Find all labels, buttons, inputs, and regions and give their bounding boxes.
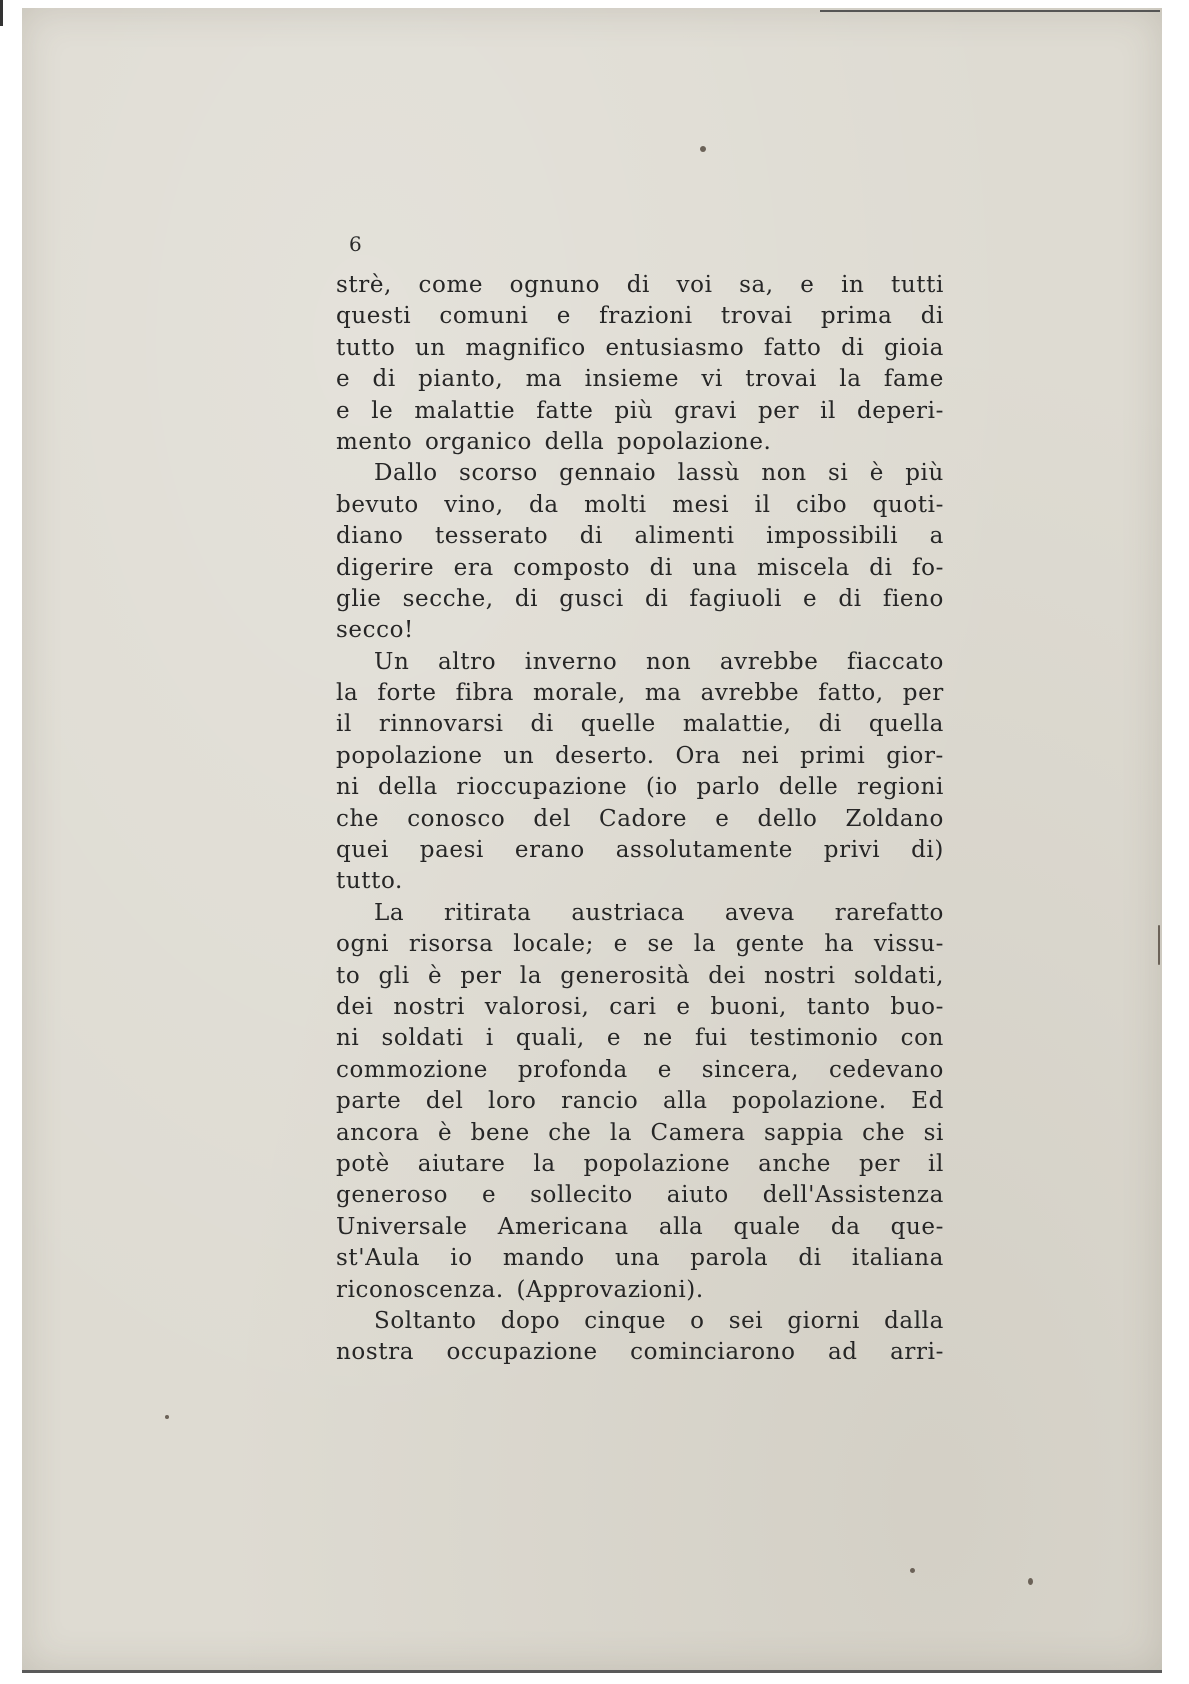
page-bottom-edge [22, 1670, 1162, 1673]
text-line: potè aiutare la popolazione anche per il [336, 1150, 944, 1177]
text-line: ni della rioccupazione (io parlo delle regioni [336, 774, 944, 801]
text-line: dei nostri valorosi, cari e buoni, tanto buo- [336, 993, 944, 1020]
paper-speck [910, 1568, 915, 1573]
text-line: quei paesi erano assolutamente privi di) [336, 837, 944, 864]
scan-edge-mark [0, 0, 3, 26]
text-line: ni soldati i quali, e ne fui testimonio con [336, 1025, 944, 1052]
text-line: nostra occupazione cominciarono ad arri- [336, 1339, 944, 1366]
text-line: st'Aula io mando una parola di italiana [336, 1245, 944, 1272]
text-line: e le malattie fatte più gravi per il deperi- [336, 397, 944, 424]
text-line: Un altro inverno non avrebbe fiaccato [374, 648, 944, 675]
text-line: riconoscenza. (Approvazioni). [336, 1276, 704, 1303]
text-line: strè, come ognuno di voi sa, e in tutti [336, 272, 944, 298]
paper-speck [165, 1415, 169, 1419]
text-line: la forte fibra morale, ma avrebbe fatto, per [336, 680, 944, 707]
text-line: Soltanto dopo cinque o sei giorni dalla [374, 1307, 944, 1334]
text-line: mento organico della popolazione. [336, 428, 772, 455]
paper-speck [700, 146, 706, 152]
text-line: diano tesserato di alimenti impossibili a [336, 523, 944, 550]
text-line: questi comuni e frazioni trovai prima di [336, 303, 944, 330]
text-line: ogni risorsa locale; e se la gente ha vissu- [336, 931, 944, 958]
paper-speck [1028, 1578, 1033, 1585]
text-line: ancora è bene che la Camera sappia che si [336, 1119, 944, 1146]
text-line: Universale Americana alla quale da que- [336, 1213, 944, 1240]
text-line: bevuto vino, da molti mesi il cibo quoti- [336, 491, 944, 518]
text-line: commozione profonda e sincera, cedevano [336, 1056, 944, 1083]
page-number: 6 [349, 232, 362, 256]
paper-speck [1158, 925, 1160, 965]
text-line: il rinnovarsi di quelle malattie, di quella [336, 711, 944, 738]
text-line: La ritirata austriaca aveva rarefatto [374, 899, 944, 926]
text-line: tutto un magnifico entusiasmo fatto di gioia [336, 334, 944, 361]
text-line: digerire era composto di una miscela di fo- [336, 554, 944, 581]
text-line: to gli è per la generosità dei nostri soldati, [336, 962, 944, 989]
page-top-edge [820, 10, 1160, 12]
text-line: parte del loro rancio alla popolazione. Ed [336, 1088, 944, 1115]
text-line: secco! [336, 617, 414, 644]
text-line: e di pianto, ma insieme vi trovai la fame [336, 366, 944, 393]
text-line: che conosco del Cadore e dello Zoldano [336, 805, 944, 832]
body-text [336, 270, 944, 1369]
text-line: glie secche, di gusci di fagiuoli e di fieno [336, 585, 944, 612]
text-line: generoso e sollecito aiuto dell'Assistenza [336, 1182, 944, 1209]
text-line: tutto. [336, 868, 403, 895]
text-line: Dallo scorso gennaio lassù non si è più [374, 460, 944, 487]
text-line: popolazione un deserto. Ora nei primi gior- [336, 742, 944, 769]
